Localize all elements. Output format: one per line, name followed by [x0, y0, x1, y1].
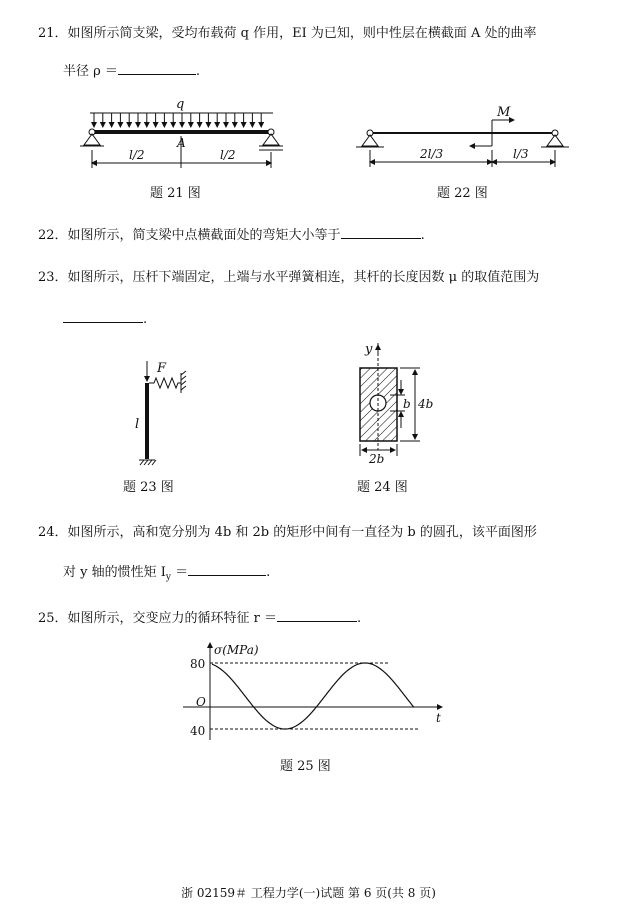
fig25-yaxis-label: σ(MPa): [214, 643, 259, 657]
fig21-dim-right: l/2: [220, 148, 236, 162]
fig22-moment-label: M: [497, 105, 511, 120]
figure-25-caption: 题 25 图: [280, 759, 331, 774]
question-22: 22．如图所示，简支梁中点横截面处的弯矩大小等于 .: [38, 228, 425, 243]
fig21-dim-left: l/2: [129, 148, 145, 162]
question-23-blank-line: .: [63, 310, 147, 328]
fig25-origin-label: O: [196, 695, 206, 709]
fig24-hole-label: b: [403, 397, 411, 411]
fig21-load-label: q: [176, 97, 185, 112]
question-21-line1: 21．如图所示简支梁，受均布载荷 q 作用，EI 为已知，则中性层在横截面 A 处的曲率: [38, 26, 537, 41]
fig25-min-label: 40: [190, 724, 206, 738]
figure-24-caption: 题 24 图: [357, 480, 408, 495]
stress-wave: [212, 663, 414, 729]
fig21-point-label: A: [177, 136, 186, 150]
fig23-force-label: F: [157, 361, 167, 376]
fig25-max-label: 80: [190, 657, 206, 671]
fig22-dim-left: 2l/3: [420, 147, 444, 161]
question-24-line2: 对 y 轴的惯性矩 $I_y$ ＝ .: [63, 565, 271, 583]
question-24-line1: 24．如图所示，高和宽分别为 4b 和 2b 的矩形中间有一直径为 b 的圆孔，该平面图形: [38, 525, 537, 540]
fig25-xaxis-label: t: [436, 711, 441, 725]
question-23: 23．如图所示，压杆下端固定，上端与水平弹簧相连，其杆的长度因数 μ 的取值范围为: [38, 270, 540, 285]
page-footer: 浙 02159＃ 工程力学(一)试题 第 6 页(共 8 页): [181, 886, 436, 900]
fig24-width-label: 2b: [369, 452, 385, 466]
figure-21-caption: 题 21 图: [150, 186, 201, 201]
question-21-line2: 半径 ρ ＝ .: [63, 64, 201, 79]
fig24-axis-label: y: [365, 342, 373, 357]
question-25: 25．如图所示，交变应力的循环特征 r ＝ .: [38, 611, 362, 626]
figure-22-caption: 题 22 图: [437, 186, 488, 201]
fig23-length-label: l: [135, 417, 140, 432]
fig24-height-label: 4b: [418, 397, 434, 411]
fig22-dim-right: l/3: [513, 147, 529, 161]
figure-23-caption: 题 23 图: [123, 480, 174, 495]
